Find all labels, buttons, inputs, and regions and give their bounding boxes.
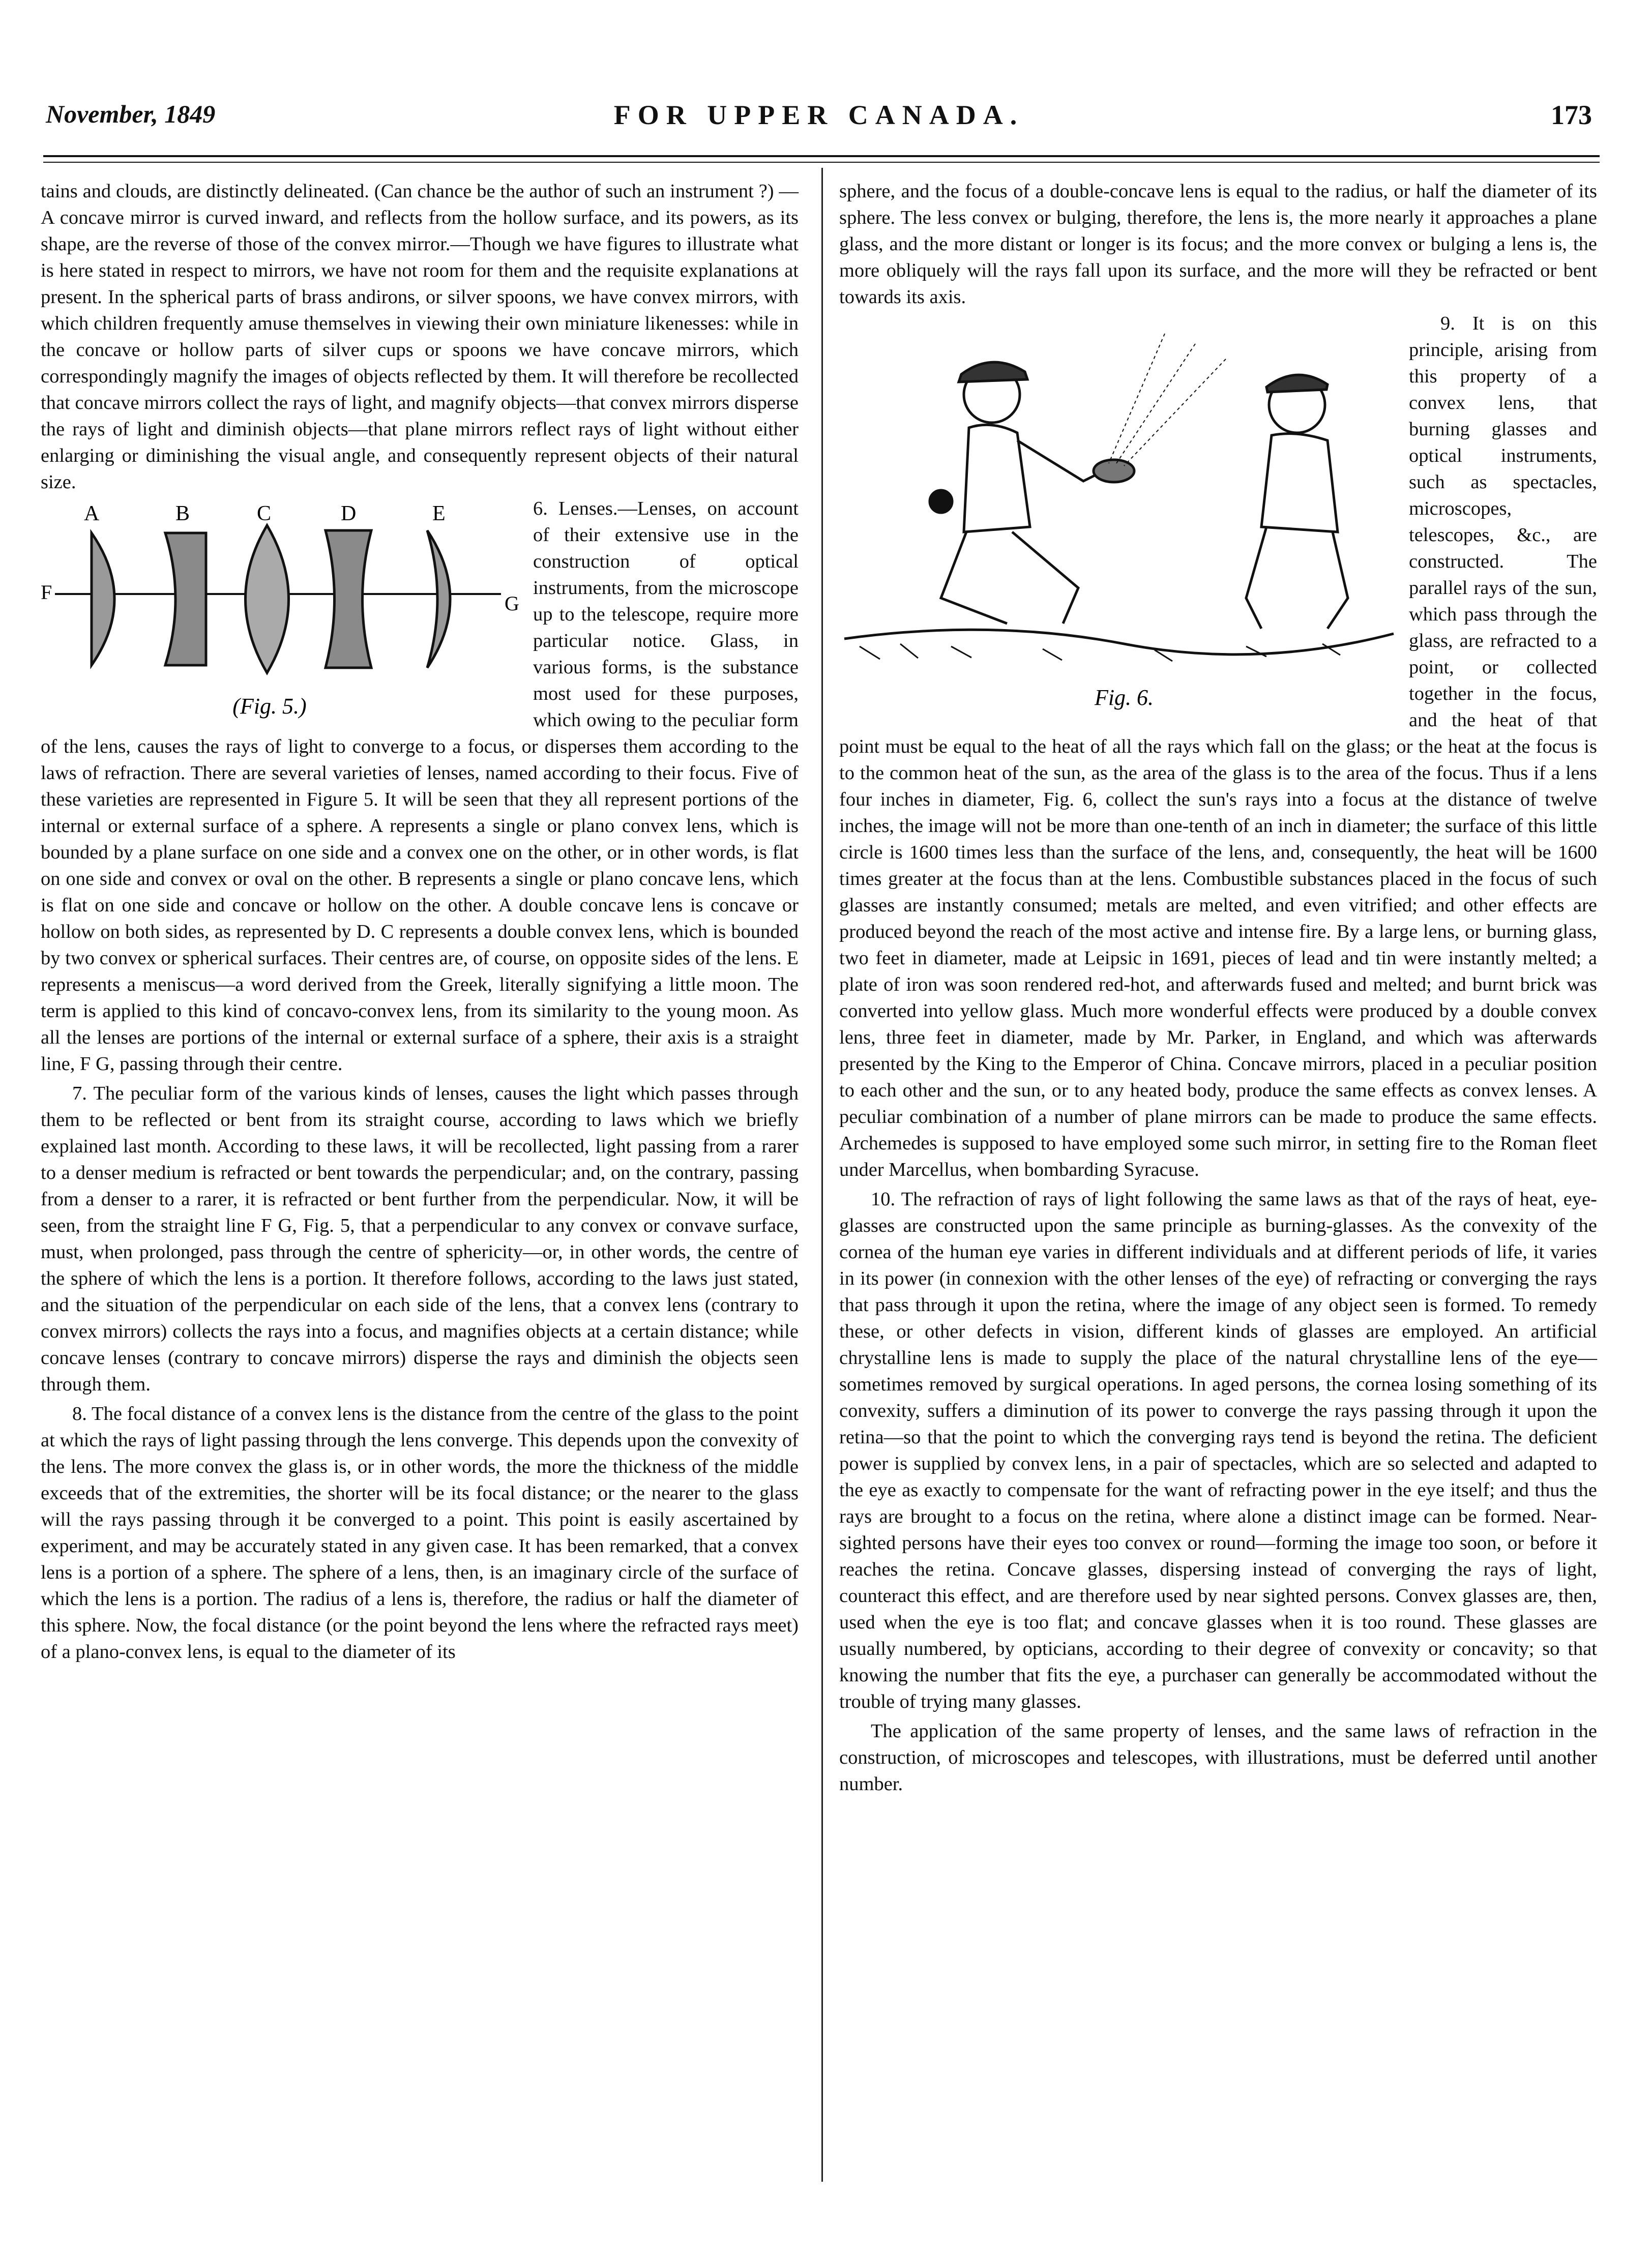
paragraph-closing: The application of the same property of lenses, and the same laws of refraction in the construction, of microscopes and telescopes, with illustrations, must be deferred until another number. — [839, 1720, 1597, 1795]
burning-lens — [1094, 460, 1134, 482]
boy-left-cap — [959, 362, 1027, 382]
header-rule-thin — [43, 162, 1600, 163]
left-column — [41, 178, 799, 1665]
boy-right-legs — [1246, 527, 1348, 629]
column-divider — [821, 168, 823, 2182]
header-date: November, 1849 — [46, 100, 216, 128]
ground-line — [844, 630, 1394, 655]
lens-letter-c: C — [257, 502, 272, 525]
boy-left-legs — [941, 532, 1078, 624]
lens-d-double-concave — [326, 530, 371, 668]
figure-5-caption: (Fig. 5.) — [232, 694, 307, 719]
figure-6-caption: Fig. 6. — [1094, 685, 1154, 710]
paragraph: tains and clouds, are distinctly delineated. (Can chance be the author of such an instrument ?) —A concave mirror is curved inward, and reflects from the hollow surface, and its powers, as its shape, are the reverse of those of the convex mirror.—Though we have figures to illustrate what is here stated in respect to mirrors, we have not room for them and the requisite explanations at present. In the spherical parts of brass andirons, or silver spoons, we have convex mirrors, with which children frequently amuse themselves in viewing their own miniature likenesses: while in the concave or hollow parts of silver cups or spoons we have concave mirrors, which correspondingly magnify the images of objects reflected by them. It will therefore be recollected that concave mirrors collect the rays of light, and magnify objects—that convex mirrors disperse the rays of light and diminish objects—that plane mirrors reflect rays of light without either enlarging or diminishing the visual angle, and consequently represent objects of their natural size. — [41, 181, 799, 493]
lens-e-meniscus — [427, 530, 450, 668]
paragraph-lenses: 6. Lenses.—Lenses, on account of their extensive use in the construction of optical instruments, from the microscope up to the telescope, require more particular notice. Glass, in various forms, is the substance most used for these purposes, which owing to the peculiar form of the lens, causes the rays of light to converge to a focus, or disperses them according to the laws of refraction. There are several varieties of lenses, named according to their focus. Five of these varieties are represented in Figure 5. It will be seen that they all represent portions of the internal or external surface of a sphere. A represents a single or plano convex lens, which is bounded by a plane surface on one side and a convex one on the other, or in other words, is flat on one side and convex or oval on the other. B represents a single or plano concave lens, which is flat on one side and concave or hollow on the other. A double concave lens is concave or hollow on both sides, as represented by D. C represents a double convex lens, which is bounded by two convex or spherical surfaces. Their centres are, of course, on opposite sides of the lens. E represents a meniscus—a word derived from the Greek, literally signifying a little moon. The term is applied to this kind of concavo-convex lens, from its similarity to the young moon. As all the lenses are portions of the internal or external surface of a sphere, their axis is a straight line, F G, passing through their centre. — [41, 498, 799, 1075]
lens-letter-d: D — [341, 502, 357, 525]
header-rule — [43, 155, 1600, 157]
paragraph: 8. The focal distance of a convex lens is the distance from the centre of the glass to the point at which the rays of light passing through the lens converge. This depends upon the convexity of the lens. The more convex the glass is, or in other words, the more the thickness of the middle exceeds that of the extremities, the shorter will be its focal distance; or the nearer to the glass will the rays passing through it be converged to a point. This point is easily ascertained by experiment, and may be accurately stated in any given case. It has been remarked, that a convex lens is a portion of a sphere. The sphere of a lens, then, is an imaginary circle of the surface of which the lens is a portion. The radius of a lens is, therefore, the radius or half the diameter of this sphere. Now, the focal distance (or the point beyond the lens where the refracted rays meet) of a plano-convex lens, is equal to the diameter of its — [41, 1403, 799, 1663]
boy-right-body — [1261, 434, 1338, 532]
lens-b-plano-concave — [165, 533, 206, 665]
axis-label-f: F — [41, 581, 52, 604]
page-number: 173 — [1551, 100, 1592, 130]
lens-a-plano-convex — [92, 533, 114, 665]
boy-left-arm — [1017, 440, 1104, 481]
boy-right-cap — [1266, 375, 1328, 392]
paragraph: 7. The peculiar form of the various kinds of lenses, causes the light which passes through them to be reflected or bent from its straight course, according to laws which we briefly explained last month. According to these laws, it will be recollected, light passing from a rarer to a denser medium is refracted or bent towards the perpendicular; and, on the contrary, passing from a denser to a rarer, it is refracted or bent further from the perpendicular. Now, it will be seen, from the straight line F G, Fig. 5, that a perpendicular to any convex or convave surface, must, when prolonged, pass through the centre of sphericity—or, in other words, the centre of the sphere of which the lens is a portion. It therefore follows, according to the laws just stated, and the situation of the perpendicular on each side of the lens, that a convex lens (contrary to convex mirrors) collects the rays into a focus, and magnifies objects at a certain distance; while concave lenses (contrary to concave mirrors) disperse the rays and diminish the objects seen through them. — [41, 1083, 799, 1395]
paragraph: sphere, and the focus of a double-concave lens is equal to the radius, or half the diameter of its sphere. The less convex or bulging, therefore, the lens is, the more nearly it approaches a plane glass, and the more distant or longer is its focus; and the more convex or bulging a lens is, the more obliquely will the rays fall upon its surface, and the more will they be refracted or bent towards its axis. — [839, 181, 1597, 308]
paragraph-9: 9. It is on this principle, arising from this property of a convex lens, that burning glasses and optical instruments, such as spectacles, microscopes, telescopes, &c., are constructed. The parallel rays of the sun, which pass through the glass, are refracted to a point, or collected together in the focus, and the heat of that point must be equal to the heat of all the rays which fall on the glass; or the heat at the focus is to the common heat of the sun, as the area of the glass is to the area of the focus. Thus if a lens four inches in diameter, Fig. 6, collect the sun's rays into a focus at the distance of twelve inches, the image will not be more than one-tenth of an inch in diameter; the surface of this little circle is 1600 times less than the surface of the lens, and, consequently, the heat will be 1600 times greater at the focus than at the lens. Combustible substances placed in the focus of such glasses are instantly consumed; metals are melted, and even vitrified; and other effects are produced beyond the reach of the most active and intense fire. By a large lens, or burning glass, two feet in diameter, made at Leipsic in 1691, pieces of lead and tin were instantly melted; a plate of iron was soon rendered red-hot, and afterwards fused and melted; and burnt brick was converted into yellow glass. Much more wonderful effects were produced by a double convex lens, three feet in diameter, made by Mr. Parker, in England, and which was afterwards presented by the King to the Emperor of China. Concave mirrors, placed in a peculiar position to each other and the sun, or to any heated body, produce the same effects as convex lenses. A peculiar combination of a number of plane mirrors can be made to produce the same effects. Archemedes is supposed to have employed some such mirror, in setting fire to the Roman fleet under Marcellus, when bombarding Syracuse. — [839, 313, 1597, 1180]
figure-6-illustration — [839, 313, 1399, 715]
page-header — [46, 99, 1592, 145]
sun-rays — [1109, 334, 1226, 466]
lens-letter-e: E — [432, 502, 446, 525]
axis-label-g: G — [505, 592, 519, 615]
figure-5-lenses — [41, 497, 524, 726]
right-column — [839, 178, 1597, 1797]
lens-letter-b: B — [175, 502, 190, 525]
paragraph-10: 10. The refraction of rays of light following the same laws as that of the rays of heat, eye-glasses are constructed upon the same principle as burning-glasses. As the convexity of the cornea of the human eye varies in different individuals and at different periods of life, it varies in its power (in connexion with the other lenses of the eye) of refracting or converging the rays that pass through it upon the retina, where the image of any object seen is formed. To remedy these, or other defects in vision, different kinds of glasses are employed. An artificial chrystalline lens is made to supply the place of the natural chrystalline lens of the eye—sometimes removed by surgical operations. In aged persons, the cornea losing something of its convexity, suffers a diminution of its power to converge the rays passing through it upon the retina—so that the point to which the converging rays tend is beyond the retina. The deficient power is supplied by convex lens, in a pair of spectacles, which are so selected and adapted to the eye as exactly to compensate for the want of refracting power in the eye itself; and thus the rays are brought to a focus on the retina, where alone a distinct image can be formed. Near-sighted persons have their eyes too convex or round—forming the image too soon, or before it reaches the retina. Concave glasses, dispersing instead of converging the rays of light, counteract this effect, and are therefore used by near sighted persons. Convex glasses are, then, used when the eye is too flat; and concave glasses when it is too round. These glasses are usually numbered, by opticians, according to their degree of convexity or concavity; so that knowing the number that fits the eye, a purchaser can generally be accommodated without the trouble of trying many glasses. — [839, 1189, 1597, 1712]
ball — [930, 490, 952, 513]
header-title: FOR UPPER CANADA. — [613, 100, 1024, 130]
lens-c-double-convex — [246, 525, 289, 673]
lens-letter-a: A — [84, 502, 100, 525]
